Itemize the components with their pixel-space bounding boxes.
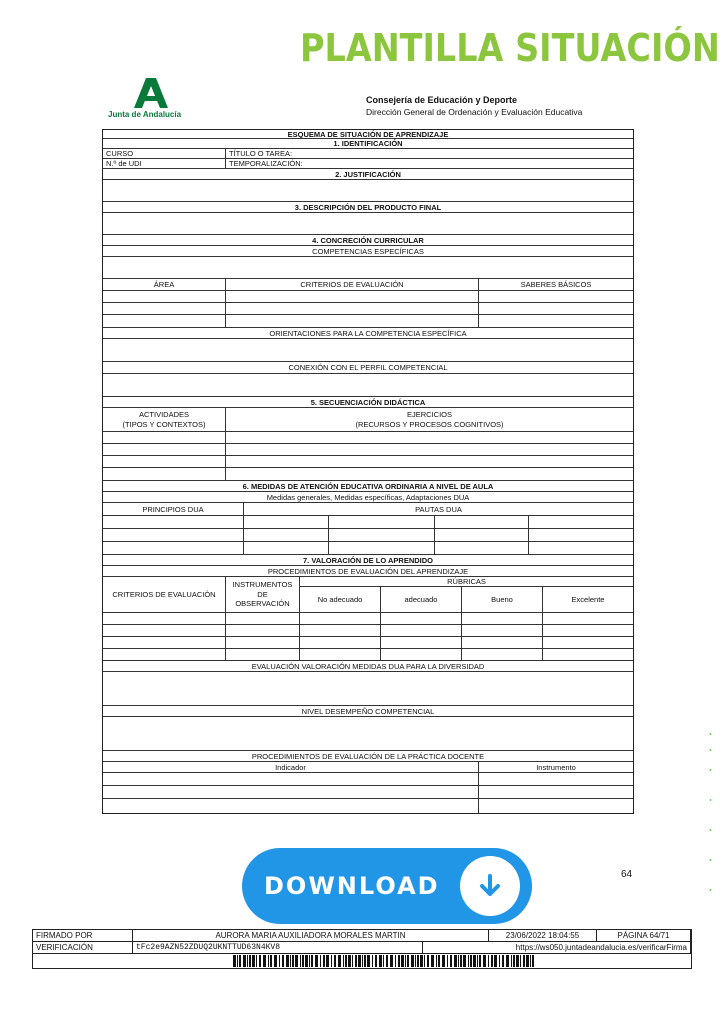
competencias-field[interactable] xyxy=(103,257,633,278)
pauta-cell[interactable] xyxy=(329,542,435,554)
nivel-field[interactable] xyxy=(103,717,633,750)
rubric-cell[interactable] xyxy=(543,613,633,624)
ejercicios-title: EJERCICIOS xyxy=(406,410,452,420)
pauta-cell[interactable] xyxy=(435,542,529,554)
direction-name: Dirección General de Ordenación y Evaluación Educativa xyxy=(366,107,583,117)
criterios-eval-header: CRITERIOS DE EVALUACIÓN xyxy=(103,577,226,612)
curso-label: CURSO xyxy=(103,149,226,158)
instrumentos-header xyxy=(226,577,300,612)
orientaciones-label: ORIENTACIONES PARA LA COMPETENCIA ESPECÍFICA xyxy=(269,328,467,338)
competencias-label: COMPETENCIAS ESPECÍFICAS xyxy=(312,246,424,256)
pauta-cell[interactable] xyxy=(529,529,633,541)
area-cell[interactable] xyxy=(103,315,226,327)
download-label: DOWNLOAD xyxy=(264,872,440,900)
instrumento-cell[interactable] xyxy=(226,613,300,624)
actividades-subtitle: (TIPOS Y CONTEXTOS) xyxy=(122,419,206,429)
ejercicios-subtitle: (RECURSOS Y PROCESOS COGNITIVOS) xyxy=(355,419,504,429)
rubric-cell[interactable] xyxy=(462,649,543,660)
signature-date: 23/06/2022 18:04:55 xyxy=(489,930,597,941)
rubric-level: No adecuado xyxy=(300,587,381,612)
criterio-cell[interactable] xyxy=(103,625,226,636)
pautas-header: PAUTAS DUA xyxy=(415,504,462,514)
barcode-graphic xyxy=(33,954,691,968)
indicador-cell[interactable] xyxy=(103,773,479,785)
department-name: Consejería de Educación y Deporte xyxy=(366,95,518,105)
saberes-cell[interactable] xyxy=(479,291,633,302)
signature-page: PÁGINA 64/71 xyxy=(597,930,691,941)
titulo-field[interactable]: TÍTULO O TAREA: xyxy=(229,149,293,158)
indicador-cell[interactable] xyxy=(103,799,479,813)
principios-header: PRINCIPIOS DUA xyxy=(103,503,244,515)
principio-cell[interactable] xyxy=(103,516,244,528)
firmado-label: FIRMADO POR xyxy=(33,930,133,941)
pauta-cell[interactable] xyxy=(435,516,529,528)
rubric-level: Excelente xyxy=(571,595,605,604)
section-valoracion: 7. VALORACIÓN DE LO APRENDIDO xyxy=(302,555,433,565)
evaluacion-dua-label: EVALUACIÓN VALORACIÓN MEDIDAS DUA PARA LA DIVERSIDAD xyxy=(251,661,485,671)
rubric-cell[interactable] xyxy=(543,637,633,648)
rubric-cell[interactable] xyxy=(462,625,543,636)
rubricas-header: RÚBRICAS xyxy=(300,577,633,587)
pauta-cell[interactable] xyxy=(244,542,329,554)
nivel-label: NIVEL DESEMPEÑO COMPETENCIAL xyxy=(301,706,435,716)
instrumento-cell[interactable] xyxy=(226,637,300,648)
logo-text: Junta de Andalucía xyxy=(108,110,182,119)
rubric-cell[interactable] xyxy=(300,625,381,636)
download-button[interactable] xyxy=(242,848,532,924)
section-producto-final: 3. DESCRIPCIÓN DEL PRODUCTO FINAL xyxy=(294,202,442,212)
page-number: 64 xyxy=(621,869,633,880)
ejercicios-header xyxy=(226,408,633,431)
medidas-label: Medidas generales, Medidas específicas, Adaptaciones DUA xyxy=(266,492,470,502)
rubric-cell[interactable] xyxy=(462,637,543,648)
area-cell[interactable] xyxy=(103,291,226,302)
instrumento-cell[interactable] xyxy=(226,625,300,636)
rubric-cell[interactable] xyxy=(300,637,381,648)
evaluacion-dua-field[interactable] xyxy=(103,672,633,705)
criterio-cell[interactable] xyxy=(103,613,226,624)
justificacion-field[interactable] xyxy=(103,180,633,201)
actividad-cell[interactable] xyxy=(103,468,226,480)
saberes-cell[interactable] xyxy=(479,303,633,314)
instrumentos-line3: OBSERVACIÓN xyxy=(235,599,290,609)
ejercicio-cell[interactable] xyxy=(226,444,633,455)
section-secuenciacion: 5. SECUENCIACIÓN DIDÁCTICA xyxy=(310,397,426,407)
rubric-cell[interactable] xyxy=(462,613,543,624)
rubric-cell[interactable] xyxy=(300,613,381,624)
criterios-cell[interactable] xyxy=(226,291,479,302)
situation-template-form xyxy=(102,129,634,814)
actividades-title: ACTIVIDADES xyxy=(138,410,189,420)
instrumento-cell[interactable] xyxy=(479,786,633,798)
pauta-cell[interactable] xyxy=(529,516,633,528)
pauta-cell[interactable] xyxy=(329,516,435,528)
instrumento-cell[interactable] xyxy=(226,649,300,660)
ejercicio-cell[interactable] xyxy=(226,468,633,480)
rubric-cell[interactable] xyxy=(381,637,462,648)
criterios-header: CRITERIOS DE EVALUACIÓN xyxy=(226,279,479,290)
actividad-cell[interactable] xyxy=(103,432,226,443)
criterio-cell[interactable] xyxy=(103,637,226,648)
udi-label: N.º de UDI xyxy=(103,159,226,168)
pauta-cell[interactable] xyxy=(435,529,529,541)
section-medidas: 6. MEDIDAS DE ATENCIÓN EDUCATIVA ORDINARIA A NIVEL DE AULA xyxy=(242,481,494,491)
rubric-level: adecuado xyxy=(381,587,462,612)
indicador-cell[interactable] xyxy=(103,786,479,798)
pauta-cell[interactable] xyxy=(329,529,435,541)
verification-code: tFc2e9AZN52ZDUQ2UKNTTUD63N4KV8 xyxy=(133,942,423,953)
saberes-cell[interactable] xyxy=(479,315,633,327)
ejercicio-cell[interactable] xyxy=(226,432,633,443)
criterios-cell[interactable] xyxy=(226,315,479,327)
verificacion-label: VERIFICACIÓN xyxy=(33,942,133,953)
instrumentos-line2: DE xyxy=(257,589,268,599)
scroll-indicator xyxy=(709,730,712,900)
conexion-label: CONEXIÓN CON EL PERFIL COMPETENCIAL xyxy=(288,363,448,372)
ejercicio-cell[interactable] xyxy=(226,456,633,467)
instrumento-header: Instrumento xyxy=(536,762,576,772)
actividad-cell[interactable] xyxy=(103,456,226,467)
criterios-cell[interactable] xyxy=(226,303,479,314)
actividades-header xyxy=(103,408,226,431)
rubric-level: Bueno xyxy=(462,587,543,612)
procedimientos-label: PROCEDIMIENTOS DE EVALUACIÓN DEL APRENDIZAJE xyxy=(267,566,469,576)
arrow-down-icon xyxy=(460,856,520,916)
orientaciones-field[interactable] xyxy=(103,339,633,361)
verification-url[interactable]: https://ws050.juntadeandalucia.es/verificarFirma xyxy=(423,942,691,953)
rubric-cell[interactable] xyxy=(543,625,633,636)
producto-final-field[interactable] xyxy=(103,213,633,234)
banner-title: PLANTILLA SITUACIÓN xyxy=(300,26,720,70)
instrumentos-line1: INSTRUMENTOS xyxy=(232,580,293,590)
criterio-cell[interactable] xyxy=(103,649,226,660)
section-identificacion: 1. IDENTIFICACIÓN xyxy=(333,139,403,148)
rubric-cell[interactable] xyxy=(381,649,462,660)
pauta-cell[interactable] xyxy=(529,542,633,554)
rubric-cell[interactable] xyxy=(300,649,381,660)
signature-block xyxy=(32,929,692,969)
indicador-header: Indicador xyxy=(103,762,479,772)
rubric-cell[interactable] xyxy=(543,649,633,660)
section-justificacion: 2. JUSTIFICACIÓN xyxy=(335,169,401,179)
form-title: ESQUEMA DE SITUACIÓN DE APRENDIZAJE xyxy=(287,130,449,138)
area-header: ÁREA xyxy=(103,279,226,290)
barcode xyxy=(33,954,691,968)
section-concrecion: 4. CONCRECIÓN CURRICULAR xyxy=(312,235,424,245)
conexion-field[interactable] xyxy=(103,374,633,396)
saberes-header: SABERES BÁSICOS xyxy=(520,280,592,289)
temporalizacion-field[interactable]: TEMPORALIZACIÓN: xyxy=(229,159,303,168)
actividad-cell[interactable] xyxy=(103,444,226,455)
pauta-cell[interactable] xyxy=(244,516,329,528)
practica-docente-label: PROCEDIMIENTOS DE EVALUACIÓN DE LA PRÁCTICA DOCENTE xyxy=(251,751,485,761)
instrumento-cell[interactable] xyxy=(479,773,633,785)
signer-name: AURORA MARIA AUXILIADORA MORALES MARTIN xyxy=(133,930,489,941)
principio-cell[interactable] xyxy=(103,529,244,541)
area-cell[interactable] xyxy=(103,303,226,314)
rubric-cell[interactable] xyxy=(381,625,462,636)
instrumento-cell[interactable] xyxy=(479,799,633,813)
pauta-cell[interactable] xyxy=(244,529,329,541)
principio-cell[interactable] xyxy=(103,542,244,554)
rubricas-group xyxy=(300,577,633,612)
rubric-cell[interactable] xyxy=(381,613,462,624)
